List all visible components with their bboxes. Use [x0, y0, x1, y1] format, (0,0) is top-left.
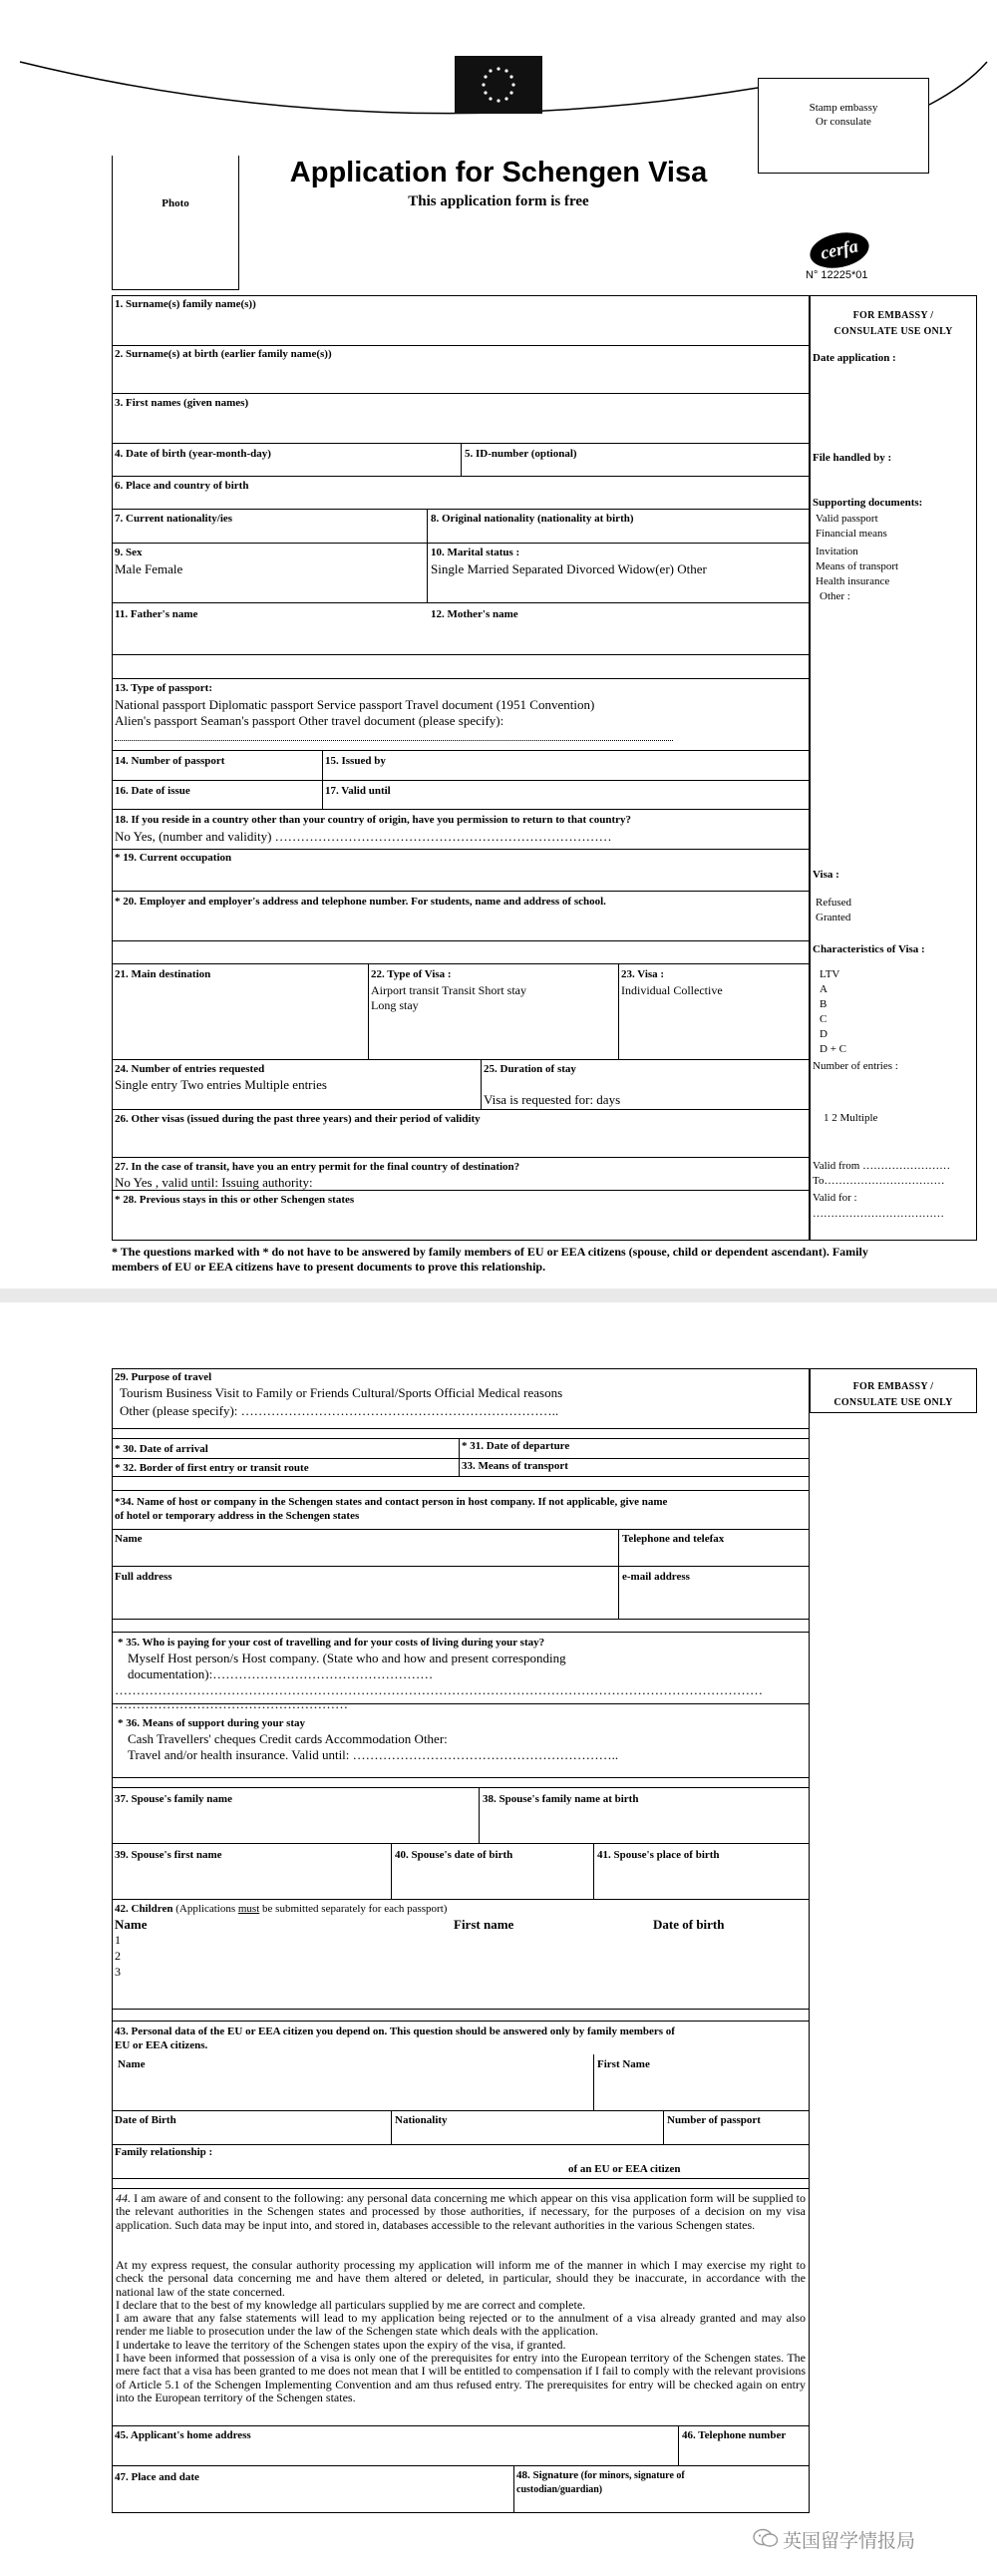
children-note-a: (Applications	[172, 1903, 238, 1915]
residence-permit-options[interactable]: No Yes, (number and validity) ……………………………………………………………………	[115, 829, 612, 844]
children-row-2[interactable]: 2	[115, 1949, 121, 1963]
field-eu-name[interactable]: Name	[118, 2058, 146, 2070]
sex-options[interactable]: Male Female	[115, 561, 183, 576]
sidebar-to[interactable]: To……………………………	[813, 1175, 945, 1187]
visa-type-d[interactable]: D	[820, 1028, 828, 1040]
transit-permit-options[interactable]: No Yes , valid until: Issuing authority:	[115, 1175, 313, 1190]
field-previous-stays[interactable]: * 28. Previous stays in this or other Schengen states	[115, 1194, 355, 1206]
doc-financial-means[interactable]: Financial means	[816, 528, 887, 540]
declaration-paragraph-1	[116, 2192, 806, 2232]
page-subtitle: This application form is free	[408, 193, 589, 209]
paying-options-2[interactable]: documentation):……………………………………………	[128, 1666, 434, 1681]
field-eu-nationality[interactable]: Nationality	[395, 2114, 448, 2126]
photo-label: Photo	[162, 197, 189, 209]
sidebar-supporting-docs: Supporting documents:	[813, 497, 923, 509]
field-means-of-transport[interactable]: 33. Means of transport	[462, 1460, 568, 1472]
field-place-and-date[interactable]: 47. Place and date	[115, 2471, 199, 2483]
doc-invitation[interactable]: Invitation	[816, 546, 858, 557]
sidebar-embassy-1	[810, 295, 977, 1241]
field-eu-passport-number[interactable]: Number of passport	[667, 2114, 761, 2126]
declaration-paragraph-2: At my express request, the consular authority processing my application will inform me of the manner in which I may exercise my right to check the personal data concerning me and have them altered or deleted, in particular, should they be inaccurate, in accordance with the national law of the state concerned.	[116, 2258, 806, 2299]
signature-label: 48. Signature	[516, 2469, 579, 2481]
paying-options-1[interactable]: Myself Host person/s Host company. (State who and how and present corresponding	[128, 1651, 566, 1665]
field-border-of-entry[interactable]: * 32. Border of first entry or transit route	[115, 1462, 309, 1474]
stamp-label-2: Or consulate	[816, 116, 871, 128]
field-children	[115, 1903, 447, 1916]
field-family-relationship[interactable]: Family relationship :	[115, 2146, 213, 2158]
signature-note-2: custodian/guardian)	[516, 2484, 603, 2495]
field-date-of-birth[interactable]: 4. Date of birth (year-month-day)	[115, 448, 271, 460]
sidebar2-heading-2: CONSULATE USE ONLY	[833, 1397, 953, 1408]
sidebar2-heading-1: FOR EMBASSY /	[852, 1381, 934, 1392]
children-note-must: must	[237, 1903, 260, 1915]
cerfa-logo-text: cerfa	[819, 235, 860, 263]
visa-type-options-2[interactable]: Long stay	[371, 998, 419, 1012]
field-fathers-name[interactable]: 11. Father's name	[115, 608, 198, 620]
sidebar-valid-for[interactable]: Valid for :	[813, 1192, 857, 1204]
sidebar1-heading-2: CONSULATE USE ONLY	[833, 326, 953, 337]
children-col-dob: Date of birth	[653, 1917, 725, 1932]
sidebar-date-application: Date application :	[813, 352, 896, 364]
field-occupation[interactable]: * 19. Current occupation	[115, 852, 232, 864]
field-valid-until[interactable]: 17. Valid until	[325, 785, 391, 797]
support-options-2[interactable]: Travel and/or health insurance. Valid until: ……………………………………………………..	[128, 1747, 619, 1762]
field-spouse-family-name[interactable]: 37. Spouse's family name	[115, 1793, 232, 1805]
wechat-watermark-icon	[753, 2527, 779, 2549]
field-signature[interactable]	[516, 2469, 685, 2482]
visa-type-d-plus-c[interactable]: D + C	[820, 1043, 846, 1055]
visa-type-b[interactable]: B	[820, 998, 828, 1010]
field-visa: 23. Visa :	[621, 968, 665, 980]
field-eu-citizen-line2: EU or EEA citizens.	[115, 2039, 208, 2051]
page-separator	[0, 1288, 997, 1302]
visa-type-options-1[interactable]: Airport transit Transit Short stay	[371, 983, 527, 997]
field-date-of-departure[interactable]: * 31. Date of departure	[462, 1440, 570, 1452]
stamp-label-1: Stamp embassy	[809, 102, 878, 114]
signature-note: (for minors, signature of	[578, 2470, 685, 2481]
field-current-nationality[interactable]: 7. Current nationality/ies	[115, 513, 233, 525]
children-note-b: be submitted separately for each passport)	[259, 1903, 448, 1915]
field-of-eu-citizen: of an EU or EEA citizen	[568, 2163, 681, 2175]
declaration-paragraph-4: I am aware that any false statements will lead to my application being rejected or to the annulment of a visa already granted and may also render me liable to prosecution under the law of the Schengen state which deals with the application.	[116, 2311, 806, 2339]
field-surname-at-birth[interactable]: 2. Surname(s) at birth (earlier family name(s))	[115, 348, 332, 360]
declaration-paragraph-6: I have been informed that possession of a visa is only one of the prerequisites for entry into the European territory of the Schengen states. The mere fact that a visa has been granted to me does not mean that I will be entitled to compensation if I fail to comply with the relevant provisions of Article 5.1 of the Schengen Implementing Convention and am thus refused entry. The prerequisites for entry will be checked again on entry into the European territory of the Schengen states.	[116, 2351, 806, 2404]
page-title: Application for Schengen Visa	[289, 157, 708, 188]
sidebar-entries: Number of entries :	[813, 1060, 898, 1072]
purpose-options-2[interactable]: Other (please specify): ………………………………………………………………..	[120, 1403, 559, 1418]
children-col-first-name: First name	[454, 1917, 514, 1932]
support-options-1[interactable]: Cash Travellers' cheques Credit cards Accommodation Other:	[128, 1731, 448, 1746]
field-place-of-birth[interactable]: 6. Place and country of birth	[115, 480, 249, 492]
paying-dots-2: ………………………………………………	[115, 1696, 348, 1711]
field-date-of-issue[interactable]: 16. Date of issue	[115, 785, 190, 797]
field-spouse-first-name[interactable]: 39. Spouse's first name	[115, 1849, 222, 1861]
field-host-email[interactable]: e-mail address	[622, 1571, 690, 1583]
children-label: 42. Children	[115, 1903, 173, 1915]
field-telephone-number[interactable]: 46. Telephone number	[682, 2429, 787, 2441]
field-main-destination[interactable]: 21. Main destination	[115, 968, 211, 980]
field-residence-permit: 18. If you reside in a country other than your country of origin, have you permission to return to that country?	[115, 814, 632, 826]
field-duration-of-stay: 25. Duration of stay	[484, 1063, 576, 1075]
field-visa-type: 22. Type of Visa :	[371, 968, 452, 980]
field-entries-requested: 24. Number of entries requested	[115, 1063, 265, 1075]
entries-options[interactable]: Single entry Two entries Multiple entries	[115, 1077, 327, 1092]
field-purpose-of-travel: 29. Purpose of travel	[115, 1371, 212, 1383]
paying-dots-1: ……………………………………………………………………………………………………………………………………	[115, 1682, 763, 1697]
visa-granted[interactable]: Granted	[816, 912, 851, 923]
field-issued-by[interactable]: 15. Issued by	[325, 755, 386, 767]
photo-box	[112, 156, 239, 290]
sidebar-visa-characteristics: Characteristics of Visa :	[813, 943, 925, 955]
field-host-telephone[interactable]: Telephone and telefax	[622, 1533, 725, 1545]
passport-type-options-2[interactable]: Alien's passport Seaman's passport Other travel document (please specify):	[115, 713, 504, 728]
visa-type-a[interactable]: A	[820, 983, 828, 995]
declaration-number: 44.	[116, 2191, 131, 2205]
children-col-name: Name	[115, 1917, 148, 1932]
sidebar-visa: Visa :	[813, 869, 839, 881]
field-date-of-arrival[interactable]: * 30. Date of arrival	[115, 1443, 208, 1455]
field-original-nationality[interactable]: 8. Original nationality (nationality at birth)	[431, 513, 634, 525]
marital-status-options[interactable]: Single Married Separated Divorced Widow(er) Other	[431, 561, 707, 576]
watermark-text: 英国留学情报局	[783, 2531, 916, 2552]
field-spouse-place-of-birth[interactable]: 41. Spouse's place of birth	[597, 1849, 720, 1861]
field-transit-permit: 27. In the case of transit, have you an entry permit for the final country of destination?	[115, 1161, 520, 1173]
doc-health-insurance[interactable]: Health insurance	[816, 575, 890, 587]
field-eu-citizen-line1: 43. Personal data of the EU or EEA citizen you depend on. This question should be answered only by family members of	[115, 2025, 675, 2037]
field-sex: 9. Sex	[115, 547, 143, 558]
visa-type-ltv[interactable]: LTV	[820, 968, 840, 980]
declaration-paragraph-3: I declare that to the best of my knowledge all particulars supplied by me are correct and complete.	[116, 2298, 586, 2312]
doc-valid-passport[interactable]: Valid passport	[816, 513, 878, 525]
eu-flag-icon	[455, 56, 542, 114]
declaration-text-1: I am aware of and consent to the following: any personal data concerning me which appear on this visa application form will be supplied to the relevant authorities in the Schengen states and processed by those authorities, if necessary, for the purposes of a decision on my visa application. Such data may be input into, and stored in, databases accessible to the relevant authorities in the various Schengen states.	[116, 2191, 806, 2232]
field-other-visas[interactable]: 26. Other visas (issued during the past three years) and their period of validity	[115, 1113, 481, 1125]
field-spouse-date-of-birth[interactable]: 40. Spouse's date of birth	[395, 1849, 513, 1861]
entries-options-sidebar[interactable]: 1 2 Multiple	[824, 1112, 878, 1124]
sidebar1-heading-1: FOR EMBASSY /	[852, 310, 934, 321]
field-host-name[interactable]: Name	[115, 1533, 143, 1545]
sidebar-valid-for-dots: ………………………………	[813, 1208, 944, 1220]
children-row-3[interactable]: 3	[115, 1965, 121, 1979]
form-page1-main	[112, 295, 810, 1241]
field-eu-first-name[interactable]: First Name	[597, 2058, 650, 2070]
cerfa-logo	[807, 227, 872, 273]
doc-other[interactable]: Other :	[820, 590, 850, 602]
field-passport-number[interactable]: 14. Number of passport	[115, 755, 225, 767]
field-host-address[interactable]: Full address	[115, 1571, 172, 1583]
visa-type-c[interactable]: C	[820, 1013, 828, 1025]
field-home-address[interactable]: 45. Applicant's home address	[115, 2429, 251, 2441]
duration-of-stay-text[interactable]: Visa is requested for: days	[484, 1092, 621, 1107]
visa-refused[interactable]: Refused	[816, 897, 852, 909]
doc-means-of-transport[interactable]: Means of transport	[816, 560, 899, 572]
visa-options[interactable]: Individual Collective	[621, 983, 723, 997]
field-host-line1: *34. Name of host or company in the Schengen states and contact person in host company. If not applicable, give name	[115, 1496, 668, 1508]
purpose-options-1[interactable]: Tourism Business Visit to Family or Friends Cultural/Sports Official Medical reasons	[120, 1385, 563, 1400]
field-id-number[interactable]: 5. ID-number (optional)	[465, 448, 577, 460]
sidebar-file-handled: File handled by :	[813, 452, 892, 464]
field-passport-type: 13. Type of passport:	[115, 682, 212, 694]
field-first-names[interactable]: 3. First names (given names)	[115, 397, 249, 409]
field-spouse-name-at-birth[interactable]: 38. Spouse's family name at birth	[483, 1793, 639, 1805]
field-host-line2: of hotel or temporary address in the Schengen states	[115, 1510, 360, 1522]
children-row-1[interactable]: 1	[115, 1933, 121, 1947]
stamp-box	[758, 78, 929, 174]
field-employer[interactable]: * 20. Employer and employer's address and telephone number. For students, name and address of school.	[115, 896, 606, 908]
field-eu-date-of-birth[interactable]: Date of Birth	[115, 2114, 176, 2126]
declaration-paragraph-5: I undertake to leave the territory of the Schengen states upon the expiry of the visa, if granted.	[116, 2338, 566, 2352]
field-surname[interactable]: 1. Surname(s) family name(s))	[115, 298, 256, 310]
sidebar-valid-from[interactable]: Valid from ……………………	[813, 1160, 951, 1172]
field-marital-status: 10. Marital status :	[431, 547, 520, 558]
field-mothers-name[interactable]: 12. Mother's name	[431, 608, 518, 620]
footnote: * The questions marked with * do not have to be answered by family members of EU or EEA citizens (spouse, child or dependent ascendant). Family members of EU or EEA citizens have to present documents to prove this relationship.	[112, 1245, 868, 1274]
cerfa-number: N° 12225*01	[806, 269, 868, 281]
passport-type-dots	[115, 740, 673, 741]
passport-type-options-1[interactable]: National passport Diplomatic passport Service passport Travel document (1951 Convention)	[115, 697, 595, 712]
field-who-is-paying: * 35. Who is paying for your cost of travelling and for your costs of living during your stay?	[118, 1637, 545, 1649]
field-means-of-support: * 36. Means of support during your stay	[118, 1717, 306, 1729]
